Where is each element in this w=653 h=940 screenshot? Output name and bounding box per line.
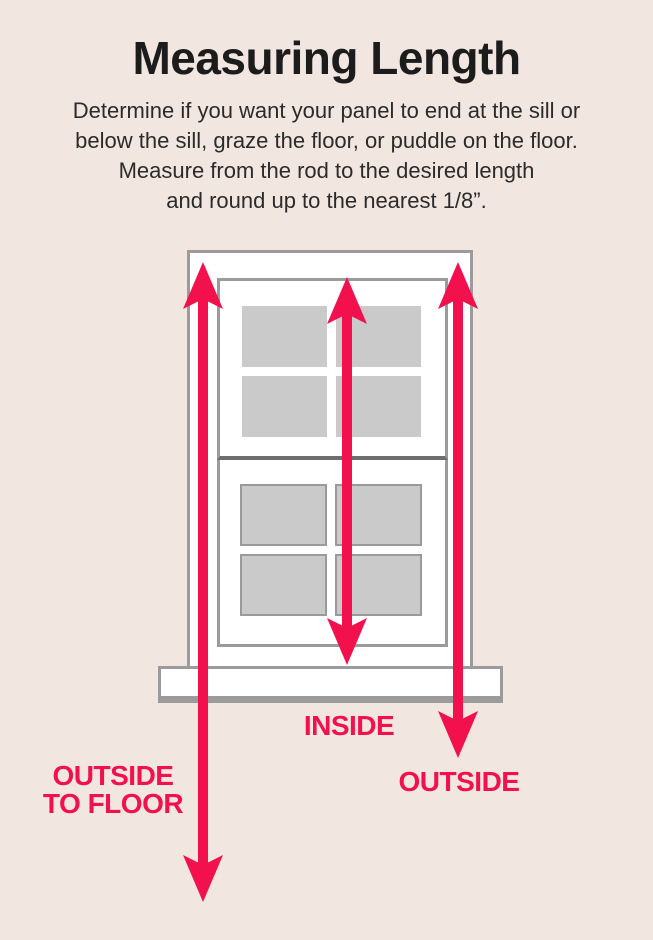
page-title: Measuring Length (132, 32, 521, 84)
inside-arrow-icon (327, 277, 367, 665)
outside-to-floor-label (28, 762, 198, 818)
description-line-3: Measure from the rod to the desired length (118, 158, 535, 183)
window-pane (242, 306, 327, 367)
outside-arrow-icon (438, 262, 478, 758)
description-line-1: Determine if you want your panel to end at the sill or (72, 98, 581, 123)
window-pane (242, 376, 327, 437)
description-line-4: and round up to the nearest 1/8”. (166, 188, 487, 213)
outside-label: OUTSIDE (398, 766, 520, 797)
window-pane (240, 484, 327, 546)
outside-to-floor-label-line-1: OUTSIDE (52, 760, 174, 791)
window-pane (240, 554, 327, 616)
description-line-2: below the sill, graze the floor, or puddle on the floor. (75, 128, 578, 153)
inside-label: INSIDE (303, 710, 395, 741)
outside-to-floor-label-line-2: TO FLOOR (42, 788, 184, 819)
description-text (0, 96, 653, 216)
